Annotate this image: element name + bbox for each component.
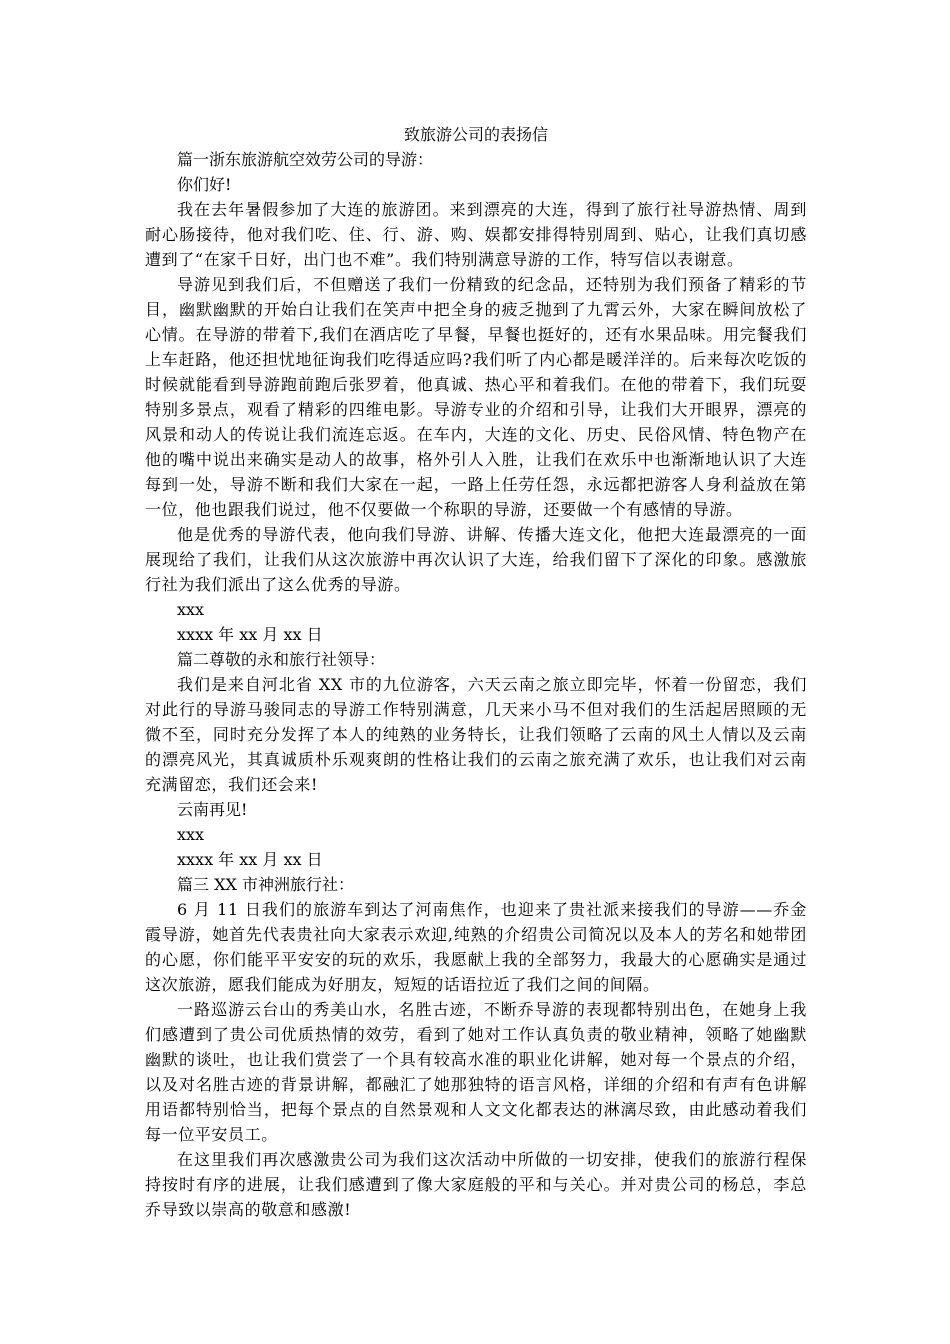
letter1-greeting: 你们好! bbox=[177, 175, 232, 194]
letter3-paragraph-2: 一路巡游云台山的秀美山水，名胜古迹，不断乔导游的表现都特别出色，在她身上我们感遭到了贵公司优质热情的效劳，看到了她对工作认真负责的敬业精神，领略了她幽默幽默的谈吐，也让我们赏尝了一个具有较高水准的职业化讲解，她对每一个景点的介绍，以及对名胜古迹的背景讲解，都融汇了她那独特的语言风格，详细的介绍和有声有色讲解用语都特别恰当，把每个景点的自然景观和人文文化都表达的淋漓尽致，由此感动着我们每一位平安员工。 bbox=[145, 1000, 807, 1144]
letter2-paragraph-1: 我们是来自河北省 XX 市的九位游客，六天云南之旅立即完毕，怀着一份留恋，我们对此行的导游马骏同志的导游工作特别满意，几天来小马不但对我们的生活起居照顾的无微不至，同时充分发挥了本人的纯熟的业务特长，让我们领略了云南的风土人情以及云南的漂亮风光，其真诚质朴乐观爽朗的性格让我们的云南之旅充满了欢乐，也让我们对云南充满留恋，我们还会来! bbox=[145, 675, 807, 794]
letter-body bbox=[145, 122, 807, 1222]
letter2-signature: xxx bbox=[177, 825, 205, 844]
document-title: 致旅游公司的表扬信 bbox=[403, 125, 548, 144]
letter2-farewell: 云南再见! bbox=[177, 800, 248, 819]
letter1-paragraph-1: 我在去年暑假参加了大连的旅游团。来到漂亮的大连，得到了旅行社导游热情、周到耐心肠接待，他对我们吃、住、行、游、购、娱都安排得特别周到、贴心，让我们真切感遭到了“在家千日好，出门也不难”。我们特别满意导游的工作，特写信以表谢意。 bbox=[145, 200, 807, 269]
letter3-paragraph-3: 在这里我们再次感激贵公司为我们这次活动中所做的一切安排，使我们的旅游行程保持按时有序的进展，让我们感遭到了像大家庭般的平和与关心。并对贵公司的杨总，李总乔导致以崇高的敬意和感激! bbox=[145, 1150, 807, 1219]
letter1-paragraph-3: 他是优秀的导游代表，他向我们导游、讲解、传播大连文化，他把大连最漂亮的一面展现给了我们，让我们从这次旅游中再次认识了大连，给我们留下了深化的印象。感激旅行社为我们派出了这么优秀的导游。 bbox=[145, 525, 807, 594]
letter3-salutation: 篇三 XX 市神洲旅行社： bbox=[177, 875, 354, 894]
letter2-date: xxxx 年 xx 月 xx 日 bbox=[177, 850, 323, 869]
letter1-signature: xxx bbox=[177, 600, 205, 619]
letter3-paragraph-1: 6 月 11 日我们的旅游车到达了河南焦作，也迎来了贵社派来接我们的导游——乔金霞导游，她首先代表贵社向大家表示欢迎,纯熟的介绍贵公司简况以及本人的芳名和她带团的心愿，你们能平平安安的玩的欢乐，我愿献上我的全部努力，我最大的心愿确实是通过这次旅游，愿我们能成为好朋友，短短的话语拉近了我们之间的间隔。 bbox=[145, 900, 807, 994]
letter1-date: xxxx 年 xx 月 xx 日 bbox=[177, 625, 323, 644]
letter2-salutation: 篇二尊敬的永和旅行社领导： bbox=[177, 650, 386, 669]
letter1-salutation: 篇一浙东旅游航空效劳公司的导游： bbox=[177, 150, 434, 169]
letter1-paragraph-2: 导游见到我们后，不但赠送了我们一份精致的纪念品，还特别为我们预备了精彩的节目，幽默幽默的开始白让我们在笑声中把全身的疲乏抛到了九霄云外，大家在瞬间放松了心情。在导游的带着下,我们在酒店吃了早餐，早餐也挺好的，还有水果品味。用完餐我们上车赶路，他还担忧地征询我们吃得适应吗?我们听了内心都是暖洋洋的。后来每次吃饭的时候就能看到导游跑前跑后张罗着，他真诚、热心平和着我们。在他的带着下，我们玩耍特别多景点，观看了精彩的四维电影。导游专业的介绍和引导，让我们大开眼界，漂亮的风景和动人的传说让我们流连忘返。在车内，大连的文化、历史、民俗风情、特色物产在他的嘴中说出来确实是动人的故事，格外引人入胜，让我们在欢乐中也渐渐地认识了大连每到一处，导游不断和我们大家在一起，一路上任劳任怨，永远都把游客人身利益放在第一位，他也跟我们说过，他不仅要做一个称职的导游，还要做一个有感情的导游。 bbox=[145, 275, 807, 519]
